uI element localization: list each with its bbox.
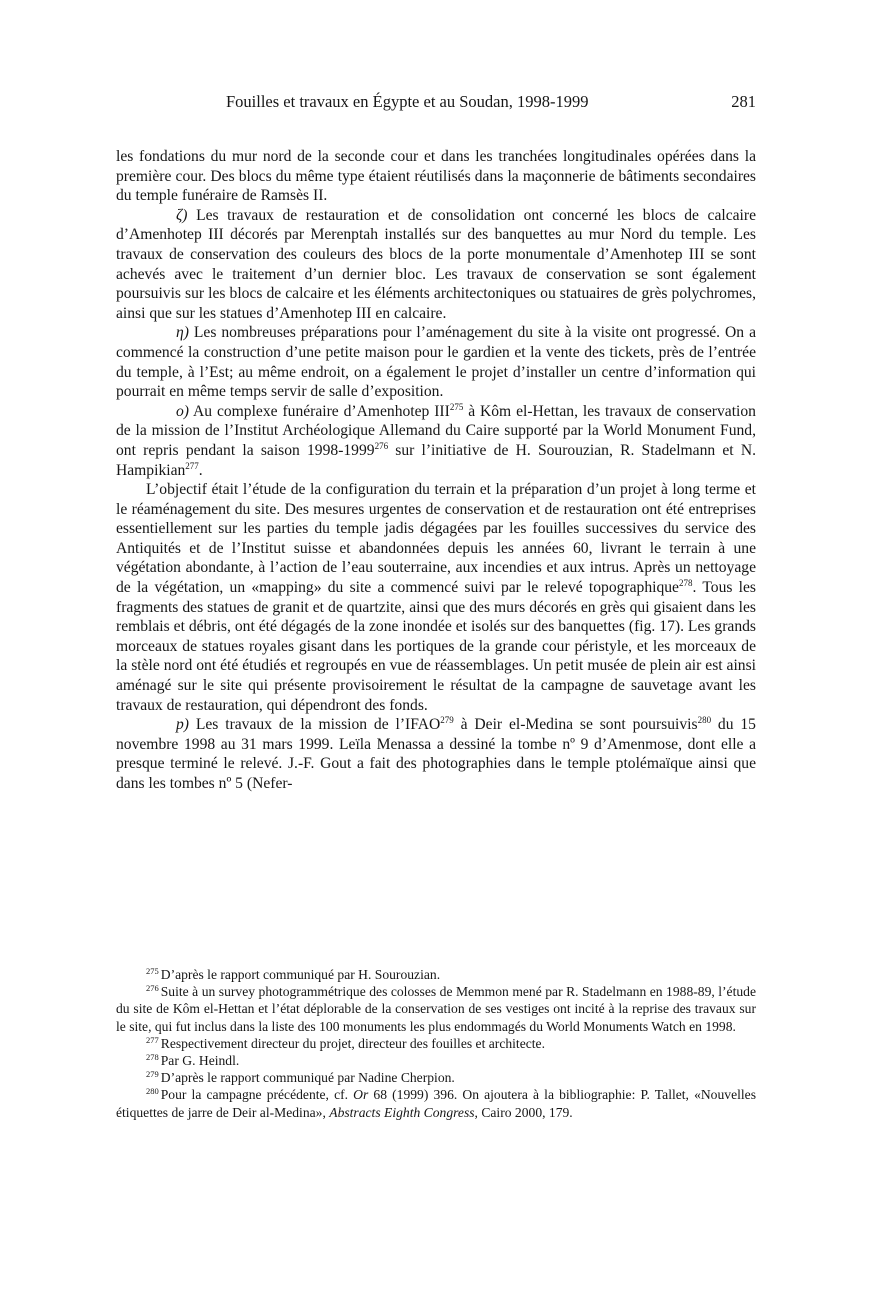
running-head <box>116 92 756 116</box>
paragraph-p-text-b: à Deir el-Medina se sont poursuivis <box>453 716 698 734</box>
paragraph-1-text: les fondations du mur nord de la seconde cour et dans les tranchées longitudinales opérées dans la première cour. Des blocs du même type étaient réutilisés dans la maçonnerie de bâtiments secondaires du temple funéraire de Ramsès II. <box>116 148 756 205</box>
section-marker-eta: η) <box>176 324 189 342</box>
paragraph-objectif <box>116 480 756 715</box>
section-marker-o: o) <box>176 402 189 420</box>
paragraph-p-text-a: Les travaux de la mission de l’IFAO <box>189 716 441 734</box>
footnote-ref-280: 280 <box>697 715 712 726</box>
footnote-number: 276 <box>146 983 159 994</box>
footnote-ref-278: 278 <box>678 578 693 589</box>
footnote-number: 277 <box>146 1034 159 1045</box>
footnote-text-c: , Cairo 2000, 179. <box>474 1104 573 1120</box>
footnote <box>116 966 756 983</box>
footnote-number: 279 <box>146 1069 159 1080</box>
paragraph-eta-text: Les nombreuses préparations pour l’aménagement du site à la visite ont progressé. On a commencé la construction d’une petite maison pour le gardien et la vente des tickets, près de l’entrée du temple, à l’Est; au même endroit, on a également le projet d’installer un centre d’information qui pourrait en même temps servir de salle d’exposition. <box>116 324 756 401</box>
page-number: 281 <box>731 92 756 111</box>
footnote-number: 275 <box>146 966 159 976</box>
body-text <box>116 147 756 794</box>
footnote <box>116 1035 756 1052</box>
footnotes <box>116 966 756 1121</box>
footnote-ref-279: 279 <box>440 715 454 726</box>
footnote-ref-276: 276 <box>374 440 389 451</box>
footnote-text: Suite à un survey photogrammétrique des colosses de Memmon mené par R. Stadelmann en 1988-89, l’étude du site de Kôm el-Hettan et l’état déplorable de la conservation de ses vestiges ont incité à la reprise des travaux sur le site, qui fut inclus dans la liste des 100 monuments les plus endommagés du World Monuments Watch en 1998. <box>116 984 756 1034</box>
paragraph-o-text-a: Au complexe funéraire d’Amenhotep III <box>189 402 450 420</box>
footnote-number: 280 <box>146 1086 159 1097</box>
journal-title: Or <box>353 1087 369 1103</box>
footnote-text: D’après le rapport communiqué par Nadine Cherpion. <box>160 1070 455 1086</box>
paragraph-o-text-c: sur l’initiative de H. Sourouzian, R. Stadelmann et N. Hampikian <box>116 441 756 479</box>
paragraph-objectif-text-b: . Tous les fragments des statues de granit et de quartzite, ainsi que des murs décorés en grès qui gisaient dans les remblais et débris, ont été dégagés de la zone inondée et isolés sur des banquettes (fig. 17). Les grands morceaux de statues royales gisant dans les portiques de la grande cour péristyle, et les morceaux de la stèle nord ont été étudiés et regroupés en vue de réassemblages. Un petit musée de plein air est ainsi aménagé sur le site qui présente provisoirement le résultat de la campagne de sauvetage avant les travaux de restauration, qui dépendront des fonds. <box>116 579 756 714</box>
footnote-text: D’après le rapport communiqué par H. Sourouzian. <box>160 967 441 982</box>
footnote <box>116 1069 756 1086</box>
paragraph-zeta-text: Les travaux de restauration et de consolidation ont concerné les blocs de calcaire d’Amenhotep III décorés par Merenptah installés sur des banquettes au mur Nord du temple. Les travaux de conservation des couleurs des blocs de la porte monumentale d’Amenhotep III se sont achevés avec le traitement d’un dernier bloc. Les travaux de conservation se sont également poursuivis sur les blocs de calcaire et les éléments architectoniques ou statuaires de grès polychromes, ainsi que sur les statues d’Amenhotep III en calcaire. <box>116 206 756 322</box>
paragraph-p <box>116 715 756 793</box>
footnote <box>116 1086 756 1120</box>
running-title: Fouilles et travaux en Égypte et au Soudan, 1998-1999 <box>226 92 589 111</box>
paragraph-1 <box>116 147 756 206</box>
section-marker-p: p) <box>176 716 189 734</box>
footnote-ref-275: 275 <box>449 401 464 412</box>
paragraph-eta <box>116 323 756 401</box>
footnote-number: 278 <box>146 1052 159 1063</box>
footnote <box>116 983 756 1035</box>
paragraph-objectif-text-a: L’objectif était l’étude de la configuration du terrain et la préparation d’un projet à long terme et le réaménagement du site. Des mesures urgentes de conservation et de restauration ont été entreprises essentiellement sur les parties du temple jadis dégagées par les fouilles successives du service des Antiquités et de l’Institut suisse et abandonnées depuis les années 60, livrant le terrain à une végétation abondante, à l’action de l’eau souterraine, aux incendies et aux intrus. Après un nettoyage de la végétation, un «mapping» du site a commencé suivi par le relevé topographique <box>116 481 756 597</box>
footnote-text: Respectivement directeur du projet, directeur des fouilles et architecte. <box>160 1035 545 1051</box>
footnote <box>116 1052 756 1069</box>
paragraph-o-text-b: à Kôm el-Hettan, les travaux de conservation de la mission de l’Institut Archéologique Allemand du Caire supporté par la World Monument Fund, ont repris pendant la saison 1998-1999 <box>116 402 756 459</box>
footnote-text: Par G. Heindl. <box>160 1053 240 1069</box>
paragraph-o-text-d: . <box>198 461 203 479</box>
paragraph-o <box>116 402 756 480</box>
publication-title: Abstracts Eighth Congress <box>329 1104 475 1120</box>
footnote-ref-277: 277 <box>185 460 199 471</box>
paragraph-zeta <box>116 206 756 324</box>
section-marker-zeta: ζ) <box>176 206 188 224</box>
footnote-text-b: 68 (1999) 396. On ajoutera à la bibliographie: P. Tallet, «Nouvelles étiquettes de jarre de Deir al-Medina», <box>116 1087 756 1120</box>
footnote-text-a: Pour la campagne précédente, cf. <box>160 1087 354 1103</box>
paragraph-p-text-c: du 15 novembre 1998 au 31 mars 1999. Leïla Menassa a dessiné la tombe nº 9 d’Amenmose, dont elle a presque terminé le relevé. J.-F. Gout a fait des photographies dans le temple ptolémaïque ainsi que dans les tombes nº 5 (Nefer- <box>116 716 756 792</box>
